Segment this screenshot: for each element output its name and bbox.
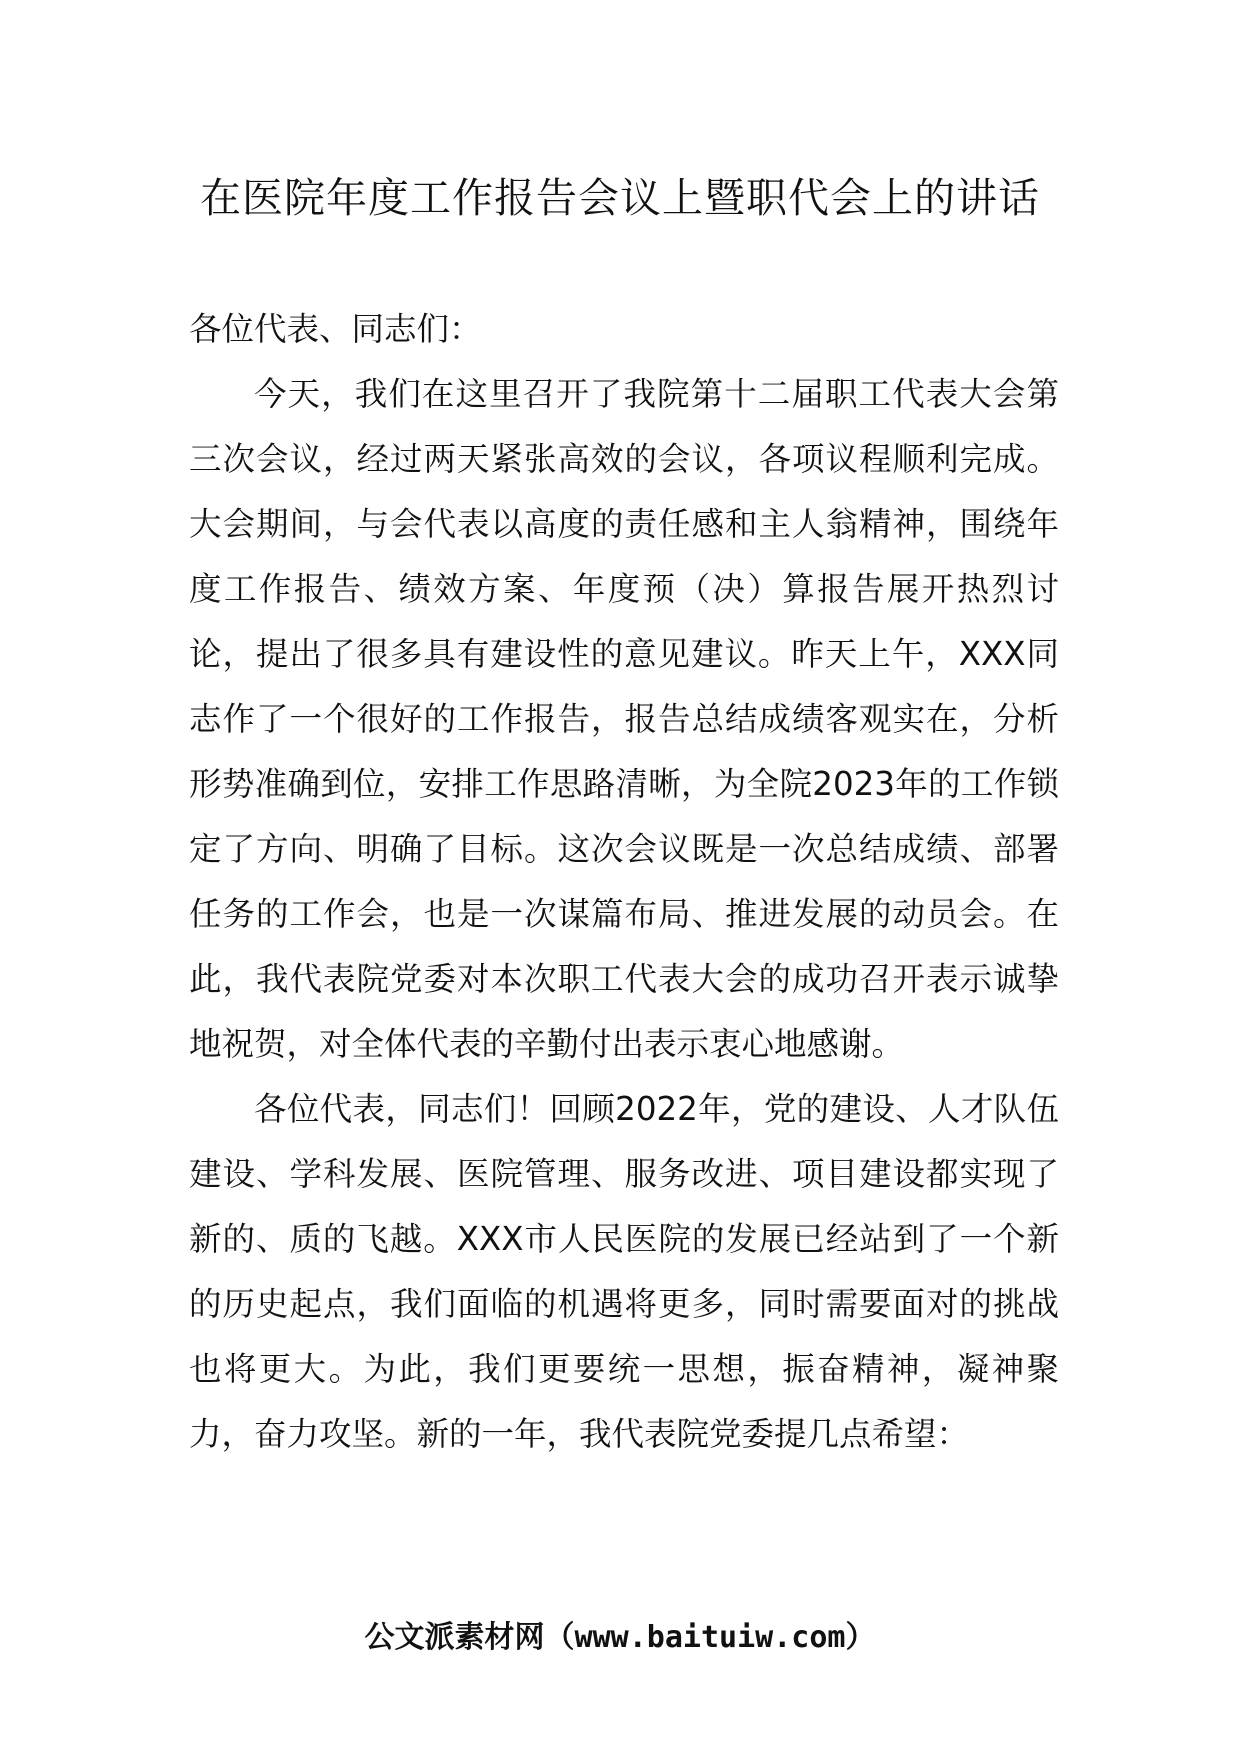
paragraph-2: 各位代表，同志们！回顾2022年，党的建设、人才队伍建设、学科发展、医院管理、服务改进、项目建设都实现了新的、质的飞越。XXX市人民医院的发展已经站到了一个新的历史起点，我们面临的机遇将更多，同时需要面对的挑战也将更大。为此，我们更要统一思想，振奋精神，凝神聚力，奋力攻坚。新的一年，我代表院党委提几点希望： <box>189 1090 1059 1453</box>
footer-site-name: 公文派素材网 <box>364 1620 545 1655</box>
document-title: 在医院年度工作报告会议上暨职代会上的讲话 <box>200 174 1040 222</box>
paragraph-1: 今天，我们在这里召开了我院第十二届职工代表大会第三次会议，经过两天紧张高效的会议，各项议程顺利完成。大会期间，与会代表以高度的责任感和主人翁精神，围绕年度工作报告、绩效方案、年度预（决）算报告展开热烈讨论，提出了很多具有建设性的意见建议。昨天上午，XXX同志作了一个很好的工作报告，报告总结成绩客观实在，分析形势准确到位，安排工作思路清晰，为全院2023年的工作锁定了方向、明确了目标。这次会议既是一次总结成绩、部署任务的工作会，也是一次谋篇布局、推进发展的动员会。在此，我代表院党委对本次职工代表大会的成功召开表示诚挚地祝贺，对全体代表的辛勤付出表示衷心地感谢。 <box>189 375 1059 1063</box>
document-body <box>189 297 1059 1467</box>
footer-watermark <box>0 1616 1240 1660</box>
footer-site-url: （www.baituiw.com） <box>544 1620 876 1655</box>
salutation: 各位代表、同志们： <box>189 310 482 348</box>
